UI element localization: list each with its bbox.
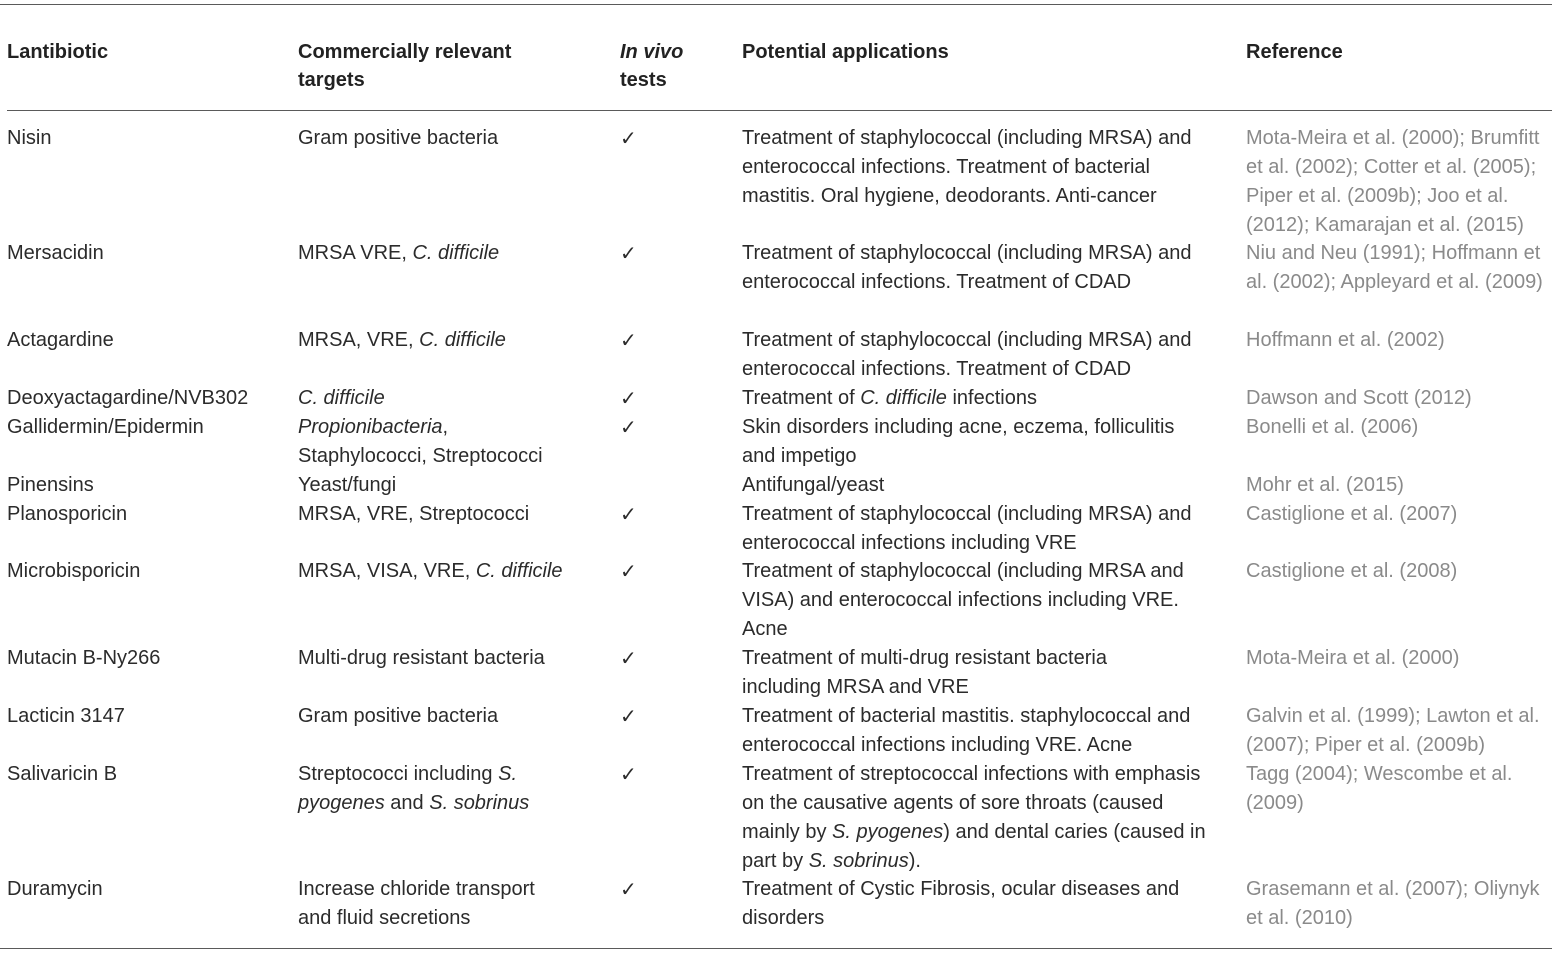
applications-cell: Treatment of bacterial mastitis. staphylococcal and enterococcal infections including VRE. Acne: [742, 705, 1191, 756]
targets-cell: C. difficile: [298, 387, 385, 409]
check-icon: ✓: [620, 502, 637, 526]
targets-cell: MRSA, VISA, VRE, C. difficile: [298, 560, 563, 582]
check-icon: ✓: [620, 328, 637, 352]
header-invivo-line2: tests: [620, 69, 667, 91]
reference-cell[interactable]: Tagg (2004); Wescombe et al. (2009): [1246, 763, 1513, 814]
targets-cell: Multi-drug resistant bacteria: [298, 647, 545, 669]
applications-cell: Treatment of Cystic Fibrosis, ocular diseases and disorders: [742, 878, 1180, 929]
header-targets-line1: Commercially relevant: [298, 41, 512, 63]
reference-cell[interactable]: Hoffmann et al. (2002): [1246, 329, 1445, 351]
applications-cell: Treatment of staphylococcal (including MRSA) and enterococcal infections including VRE: [742, 503, 1192, 554]
applications-cell: Treatment of C. difficile infections: [742, 387, 1037, 409]
lantibiotic-name: Gallidermin/Epidermin: [7, 416, 204, 438]
targets-cell: Yeast/fungi: [298, 474, 397, 496]
targets-cell: Gram positive bacteria: [298, 127, 499, 149]
reference-cell[interactable]: Galvin et al. (1999); Lawton et al. (2007); Piper et al. (2009b): [1246, 705, 1540, 756]
header-reference: Reference: [1246, 41, 1343, 63]
header-targets-line2: targets: [298, 69, 365, 91]
table-top-rule: [0, 4, 1552, 5]
lantibiotic-name: Duramycin: [7, 878, 103, 900]
applications-cell: Antifungal/yeast: [742, 474, 885, 496]
check-icon: ✓: [620, 704, 637, 728]
applications-cell: Treatment of staphylococcal (including MRSA) and enterococcal infections. Treatment of CDAD: [742, 242, 1192, 293]
lantibiotic-name: Pinensins: [7, 474, 94, 496]
reference-cell[interactable]: Castiglione et al. (2008): [1246, 560, 1458, 582]
reference-cell[interactable]: Dawson and Scott (2012): [1246, 387, 1472, 409]
check-icon: ✓: [620, 762, 637, 786]
check-icon: ✓: [620, 646, 637, 670]
table-bottom-rule: [0, 948, 1552, 949]
applications-cell: Treatment of multi-drug resistant bacteria including MRSA and VRE: [742, 647, 1107, 698]
lantibiotic-name: Mutacin B-Ny266: [7, 647, 161, 669]
reference-cell[interactable]: Mota-Meira et al. (2000); Brumfitt et al. (2002); Cotter et al. (2005); Piper et al. (2009b); Joo et al. (2012); Kamarajan et al. (2015): [1246, 127, 1540, 236]
applications-cell: Treatment of staphylococcal (including MRSA) and enterococcal infections. Treatment of CDAD: [742, 329, 1192, 380]
check-icon: ✓: [620, 415, 637, 439]
reference-cell[interactable]: Grasemann et al. (2007); Oliynyk et al. (2010): [1246, 878, 1540, 929]
header-applications: Potential applications: [742, 41, 949, 63]
check-icon: ✓: [620, 241, 637, 265]
header-rule: [7, 110, 1552, 111]
applications-cell: Treatment of streptococcal infections with emphasis on the causative agents of sore throats (caused mainly by S. pyogenes) and dental caries (caused in part by S. sobrinus).: [742, 763, 1206, 872]
lantibiotic-name: Salivaricin B: [7, 763, 118, 785]
lantibiotic-name: Microbisporicin: [7, 560, 141, 582]
lantibiotic-name: Actagardine: [7, 329, 114, 351]
lantibiotic-name: Planosporicin: [7, 503, 128, 525]
check-icon: ✓: [620, 559, 637, 583]
targets-cell: Gram positive bacteria: [298, 705, 499, 727]
targets-cell: MRSA, VRE, Streptococci: [298, 503, 530, 525]
targets-cell: MRSA, VRE, C. difficile: [298, 329, 506, 351]
check-icon: ✓: [620, 126, 637, 150]
targets-cell: Streptococci including S. pyogenes and S. sobrinus: [298, 763, 530, 814]
applications-cell: Treatment of staphylococcal (including MRSA) and enterococcal infections. Treatment of bacterial mastitis. Oral hygiene, deodorants. Anti-cancer: [742, 127, 1192, 207]
reference-cell[interactable]: Bonelli et al. (2006): [1246, 416, 1419, 438]
header-invivo-line1: In vivo: [620, 41, 684, 63]
reference-cell[interactable]: Mota-Meira et al. (2000): [1246, 647, 1460, 669]
applications-cell: Skin disorders including acne, eczema, folliculitis and impetigo: [742, 416, 1175, 467]
lantibiotic-name: Nisin: [7, 127, 52, 149]
reference-cell[interactable]: Castiglione et al. (2007): [1246, 503, 1458, 525]
targets-cell: MRSA VRE, C. difficile: [298, 242, 500, 264]
lantibiotic-name: Mersacidin: [7, 242, 104, 264]
targets-cell: Increase chloride transport and fluid secretions: [298, 878, 535, 929]
reference-cell[interactable]: Mohr et al. (2015): [1246, 474, 1404, 496]
header-invivo: [620, 38, 683, 94]
lantibiotic-name: Lacticin 3147: [7, 705, 125, 727]
header-lantibiotic: Lantibiotic: [7, 41, 109, 63]
targets-cell: Propionibacteria, Staphylococci, Streptococci: [298, 416, 543, 467]
applications-cell: Treatment of staphylococcal (including MRSA and VISA) and enterococcal infections including VRE. Acne: [742, 560, 1184, 640]
check-icon: ✓: [620, 877, 637, 901]
check-icon: ✓: [620, 386, 637, 410]
header-targets: [298, 38, 511, 94]
reference-cell[interactable]: Niu and Neu (1991); Hoffmann et al. (2002); Appleyard et al. (2009): [1246, 242, 1543, 293]
lantibiotic-name: Deoxyactagardine/NVB302: [7, 387, 249, 409]
